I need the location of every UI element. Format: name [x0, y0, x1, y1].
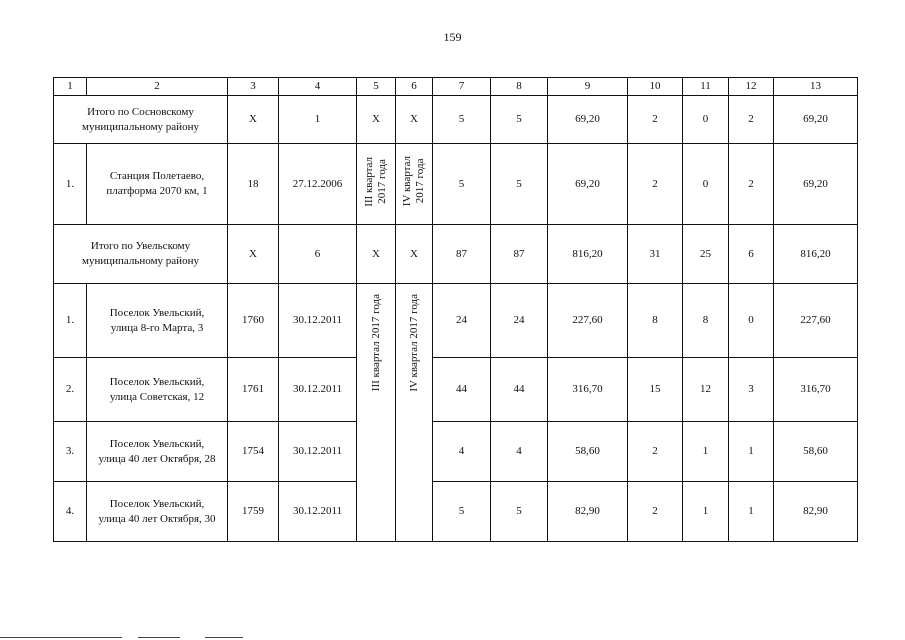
table-row: [54, 358, 858, 422]
table-cell: 1: [279, 96, 357, 144]
table-row: [54, 144, 858, 225]
column-header: 8: [491, 78, 548, 96]
row-number: 3.: [54, 422, 87, 482]
row-number: 4.: [54, 482, 87, 542]
table-cell: X: [396, 96, 433, 144]
date-cell: 30.12.2011: [279, 358, 357, 422]
table-cell: X: [357, 225, 396, 284]
table-cell: 5: [433, 482, 491, 542]
table-cell: 6: [729, 225, 774, 284]
table-cell: 5: [491, 482, 548, 542]
table-cell: 12: [683, 358, 729, 422]
table-cell: 2: [628, 482, 683, 542]
date-cell: 30.12.2011: [279, 284, 357, 358]
date-cell: 30.12.2011: [279, 482, 357, 542]
table-cell: 82,90: [774, 482, 858, 542]
quarter-end-cell: IV квартал 2017 года: [396, 144, 433, 225]
table-cell: 1: [683, 482, 729, 542]
table-cell: 0: [729, 284, 774, 358]
table-cell: 5: [433, 96, 491, 144]
column-header: 3: [228, 78, 279, 96]
column-header: 2: [87, 78, 228, 96]
table-cell: 58,60: [774, 422, 858, 482]
table-cell: 0: [683, 144, 729, 225]
table-cell: 24: [433, 284, 491, 358]
footer-line: [0, 637, 122, 638]
address-cell: Станция Полетаево, платформа 2070 км, 1: [87, 144, 228, 225]
row-number: 2.: [54, 358, 87, 422]
column-header: 10: [628, 78, 683, 96]
table-cell: 8: [628, 284, 683, 358]
table-cell: 69,20: [548, 96, 628, 144]
table-cell: 4: [491, 422, 548, 482]
column-header: 5: [357, 78, 396, 96]
table-cell: 15: [628, 358, 683, 422]
column-header: 9: [548, 78, 628, 96]
table-cell: 69,20: [774, 144, 858, 225]
row-number: 1.: [54, 144, 87, 225]
table-cell: 1: [729, 422, 774, 482]
table-cell: 2: [628, 96, 683, 144]
table-cell: 2: [729, 144, 774, 225]
column-header: 12: [729, 78, 774, 96]
table-cell: 816,20: [774, 225, 858, 284]
table-cell: 316,70: [774, 358, 858, 422]
quarter-end-merged-cell: IV квартал 2017 года: [396, 284, 433, 542]
summary-label: Итого по Увельскому муниципальному району: [54, 225, 228, 284]
quarter-start-merged-cell: III квартал 2017 года: [357, 284, 396, 542]
table-cell: 2: [729, 96, 774, 144]
table-cell: 87: [433, 225, 491, 284]
table-cell: 227,60: [548, 284, 628, 358]
table-cell: 8: [683, 284, 729, 358]
address-cell: Поселок Увельский, улица Советская, 12: [87, 358, 228, 422]
column-header: 7: [433, 78, 491, 96]
table-cell: 44: [433, 358, 491, 422]
quarter-start-cell: III квартал 2017 года: [357, 144, 396, 225]
footer-line: [138, 637, 180, 638]
table-cell: X: [228, 225, 279, 284]
column-header: 6: [396, 78, 433, 96]
table-cell: 6: [279, 225, 357, 284]
table-cell: 1759: [228, 482, 279, 542]
table-row: [54, 422, 858, 482]
table-cell: 0: [683, 96, 729, 144]
table-cell: 82,90: [548, 482, 628, 542]
table-cell: 1761: [228, 358, 279, 422]
table-cell: 5: [491, 144, 548, 225]
address-cell: Поселок Увельский, улица 8-го Марта, 3: [87, 284, 228, 358]
summary-row-uvelsky: [54, 225, 858, 284]
summary-row-sosnovsky: [54, 96, 858, 144]
table-cell: 816,20: [548, 225, 628, 284]
table-cell: 24: [491, 284, 548, 358]
table-cell: 2: [628, 144, 683, 225]
table-cell: 1: [683, 422, 729, 482]
table-cell: 31: [628, 225, 683, 284]
column-header: 1: [54, 78, 87, 96]
page-number: 159: [443, 30, 462, 44]
table-cell: 4: [433, 422, 491, 482]
column-number-row: [54, 78, 858, 96]
column-header: 13: [774, 78, 858, 96]
address-cell: Поселок Увельский, улица 40 лет Октября, 28: [87, 422, 228, 482]
table-cell: 2: [628, 422, 683, 482]
summary-label: Итого по Сосновскому муниципальному району: [54, 96, 228, 144]
table-cell: 25: [683, 225, 729, 284]
column-header: 4: [279, 78, 357, 96]
table-cell: 316,70: [548, 358, 628, 422]
table-row: [54, 482, 858, 542]
data-table: [53, 77, 858, 542]
column-header: 11: [683, 78, 729, 96]
date-cell: 27.12.2006: [279, 144, 357, 225]
table-cell: 18: [228, 144, 279, 225]
table-cell: 69,20: [774, 96, 858, 144]
table-cell: X: [228, 96, 279, 144]
table-cell: 1: [729, 482, 774, 542]
table-cell: 1754: [228, 422, 279, 482]
table-cell: 44: [491, 358, 548, 422]
table-cell: 87: [491, 225, 548, 284]
row-number: 1.: [54, 284, 87, 358]
table-cell: X: [357, 96, 396, 144]
table-cell: X: [396, 225, 433, 284]
address-cell: Поселок Увельский, улица 40 лет Октября, 30: [87, 482, 228, 542]
footer-line: [205, 637, 243, 638]
table-cell: 5: [491, 96, 548, 144]
table-row: [54, 284, 858, 358]
table-cell: 227,60: [774, 284, 858, 358]
table-cell: 5: [433, 144, 491, 225]
table-cell: 69,20: [548, 144, 628, 225]
table-cell: 58,60: [548, 422, 628, 482]
date-cell: 30.12.2011: [279, 422, 357, 482]
table-cell: 1760: [228, 284, 279, 358]
table-cell: 3: [729, 358, 774, 422]
